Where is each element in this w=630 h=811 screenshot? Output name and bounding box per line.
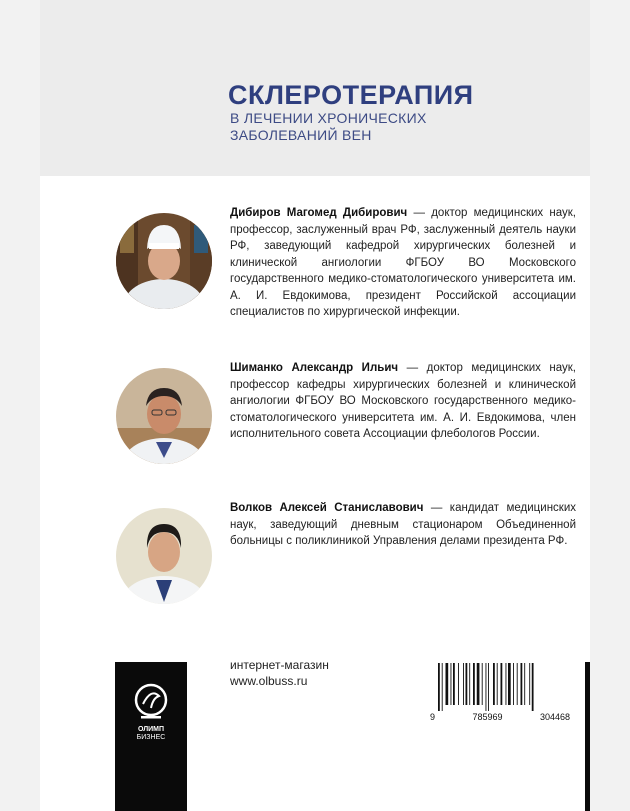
isbn-number xyxy=(430,712,570,722)
page-margin-right xyxy=(590,0,630,811)
barcode-bar xyxy=(446,663,449,705)
barcode-bar xyxy=(497,663,498,705)
barcode-bar xyxy=(482,663,483,705)
publisher-name-line2: БИЗНЕС xyxy=(136,734,166,741)
barcode-bar xyxy=(532,663,534,711)
barcode-bar xyxy=(473,663,475,705)
book-back-cover xyxy=(40,0,590,811)
barcode-bar xyxy=(466,663,468,705)
isbn-group-1: 785969 xyxy=(472,712,503,722)
author-photo xyxy=(116,213,212,309)
page-margin-left xyxy=(0,0,40,811)
author-bio xyxy=(230,500,576,550)
author-description: — доктор медицинских наук, профессор, заслуженный врач РФ, заслуженный деятель науки РФ, заведующий кафедрой хирургических болезней и клинической ангиологии ФГБОУ ВО Московского государственного медико-стоматологического университета им. А. И. Евдокимова, президент Российской ассоциации специалистов по хирургической инфекции. xyxy=(230,207,577,318)
author-photo xyxy=(116,368,212,464)
isbn-prefix: 9 xyxy=(430,712,436,722)
barcode-bar xyxy=(521,663,523,705)
author-photo xyxy=(116,508,212,604)
author-name: Дибиров Магомед Дибирович xyxy=(230,207,408,219)
subtitle-line-2: ЗАБОЛЕВАНИЙ ВЕН xyxy=(230,127,372,143)
barcode-bar xyxy=(463,663,464,705)
publisher-name-line1: ОЛИМП xyxy=(137,726,165,733)
author-bio xyxy=(230,360,576,443)
author-description: — кандидат медицинских наук, заведующий дневным стационаром Объединенной больницы с поликлиникой Управления делами президента РФ. xyxy=(230,502,577,547)
subtitle-line-1: В ЛЕЧЕНИИ ХРОНИЧЕСКИХ xyxy=(230,110,427,126)
barcode-bar xyxy=(442,663,443,711)
barcode-bar xyxy=(524,663,525,705)
barcode-bar xyxy=(488,663,489,711)
book-title: СКЛЕРОТЕРАПИЯ xyxy=(228,80,474,110)
barcode-bar xyxy=(517,663,518,705)
isbn-group-2: 304468 xyxy=(539,712,570,722)
barcode-bar xyxy=(451,663,452,705)
author-description: — доктор медицинских наук, профессор кафедры хирургических болезней и клинической ангиологии ФГБОУ ВО Московского государственного медико-стоматологического университета им. А. И. Евдокимова, член исполнительного совета Ассоциации флебологов России. xyxy=(230,362,577,440)
barcode-bar xyxy=(486,663,487,711)
author-name: Волков Алексей Станиславович xyxy=(230,502,424,514)
publisher-logo-icon xyxy=(133,682,169,722)
barcode-bar xyxy=(529,663,530,705)
barcode-bar xyxy=(438,663,440,711)
publisher-strip xyxy=(115,662,187,811)
title-band xyxy=(40,0,590,176)
barcode-bar xyxy=(469,663,470,705)
barcode-bar xyxy=(501,663,503,705)
author-name: Шиманко Александр Ильич xyxy=(230,362,399,374)
shop-url: www.olbuss.ru xyxy=(230,674,308,688)
barcode-bar xyxy=(513,663,514,705)
barcode-bar xyxy=(493,663,495,705)
author-bio xyxy=(230,205,576,321)
shop-label: интернет-магазин xyxy=(230,658,329,672)
isbn-barcode xyxy=(430,663,570,711)
barcode-bar xyxy=(508,663,511,705)
barcode-bar xyxy=(458,663,459,705)
edge-strip xyxy=(585,662,590,811)
book-subtitle xyxy=(230,110,490,144)
barcode-bar xyxy=(477,663,480,705)
barcode-bar xyxy=(453,663,455,705)
barcode-bar xyxy=(506,663,507,705)
shop-info xyxy=(230,657,329,689)
